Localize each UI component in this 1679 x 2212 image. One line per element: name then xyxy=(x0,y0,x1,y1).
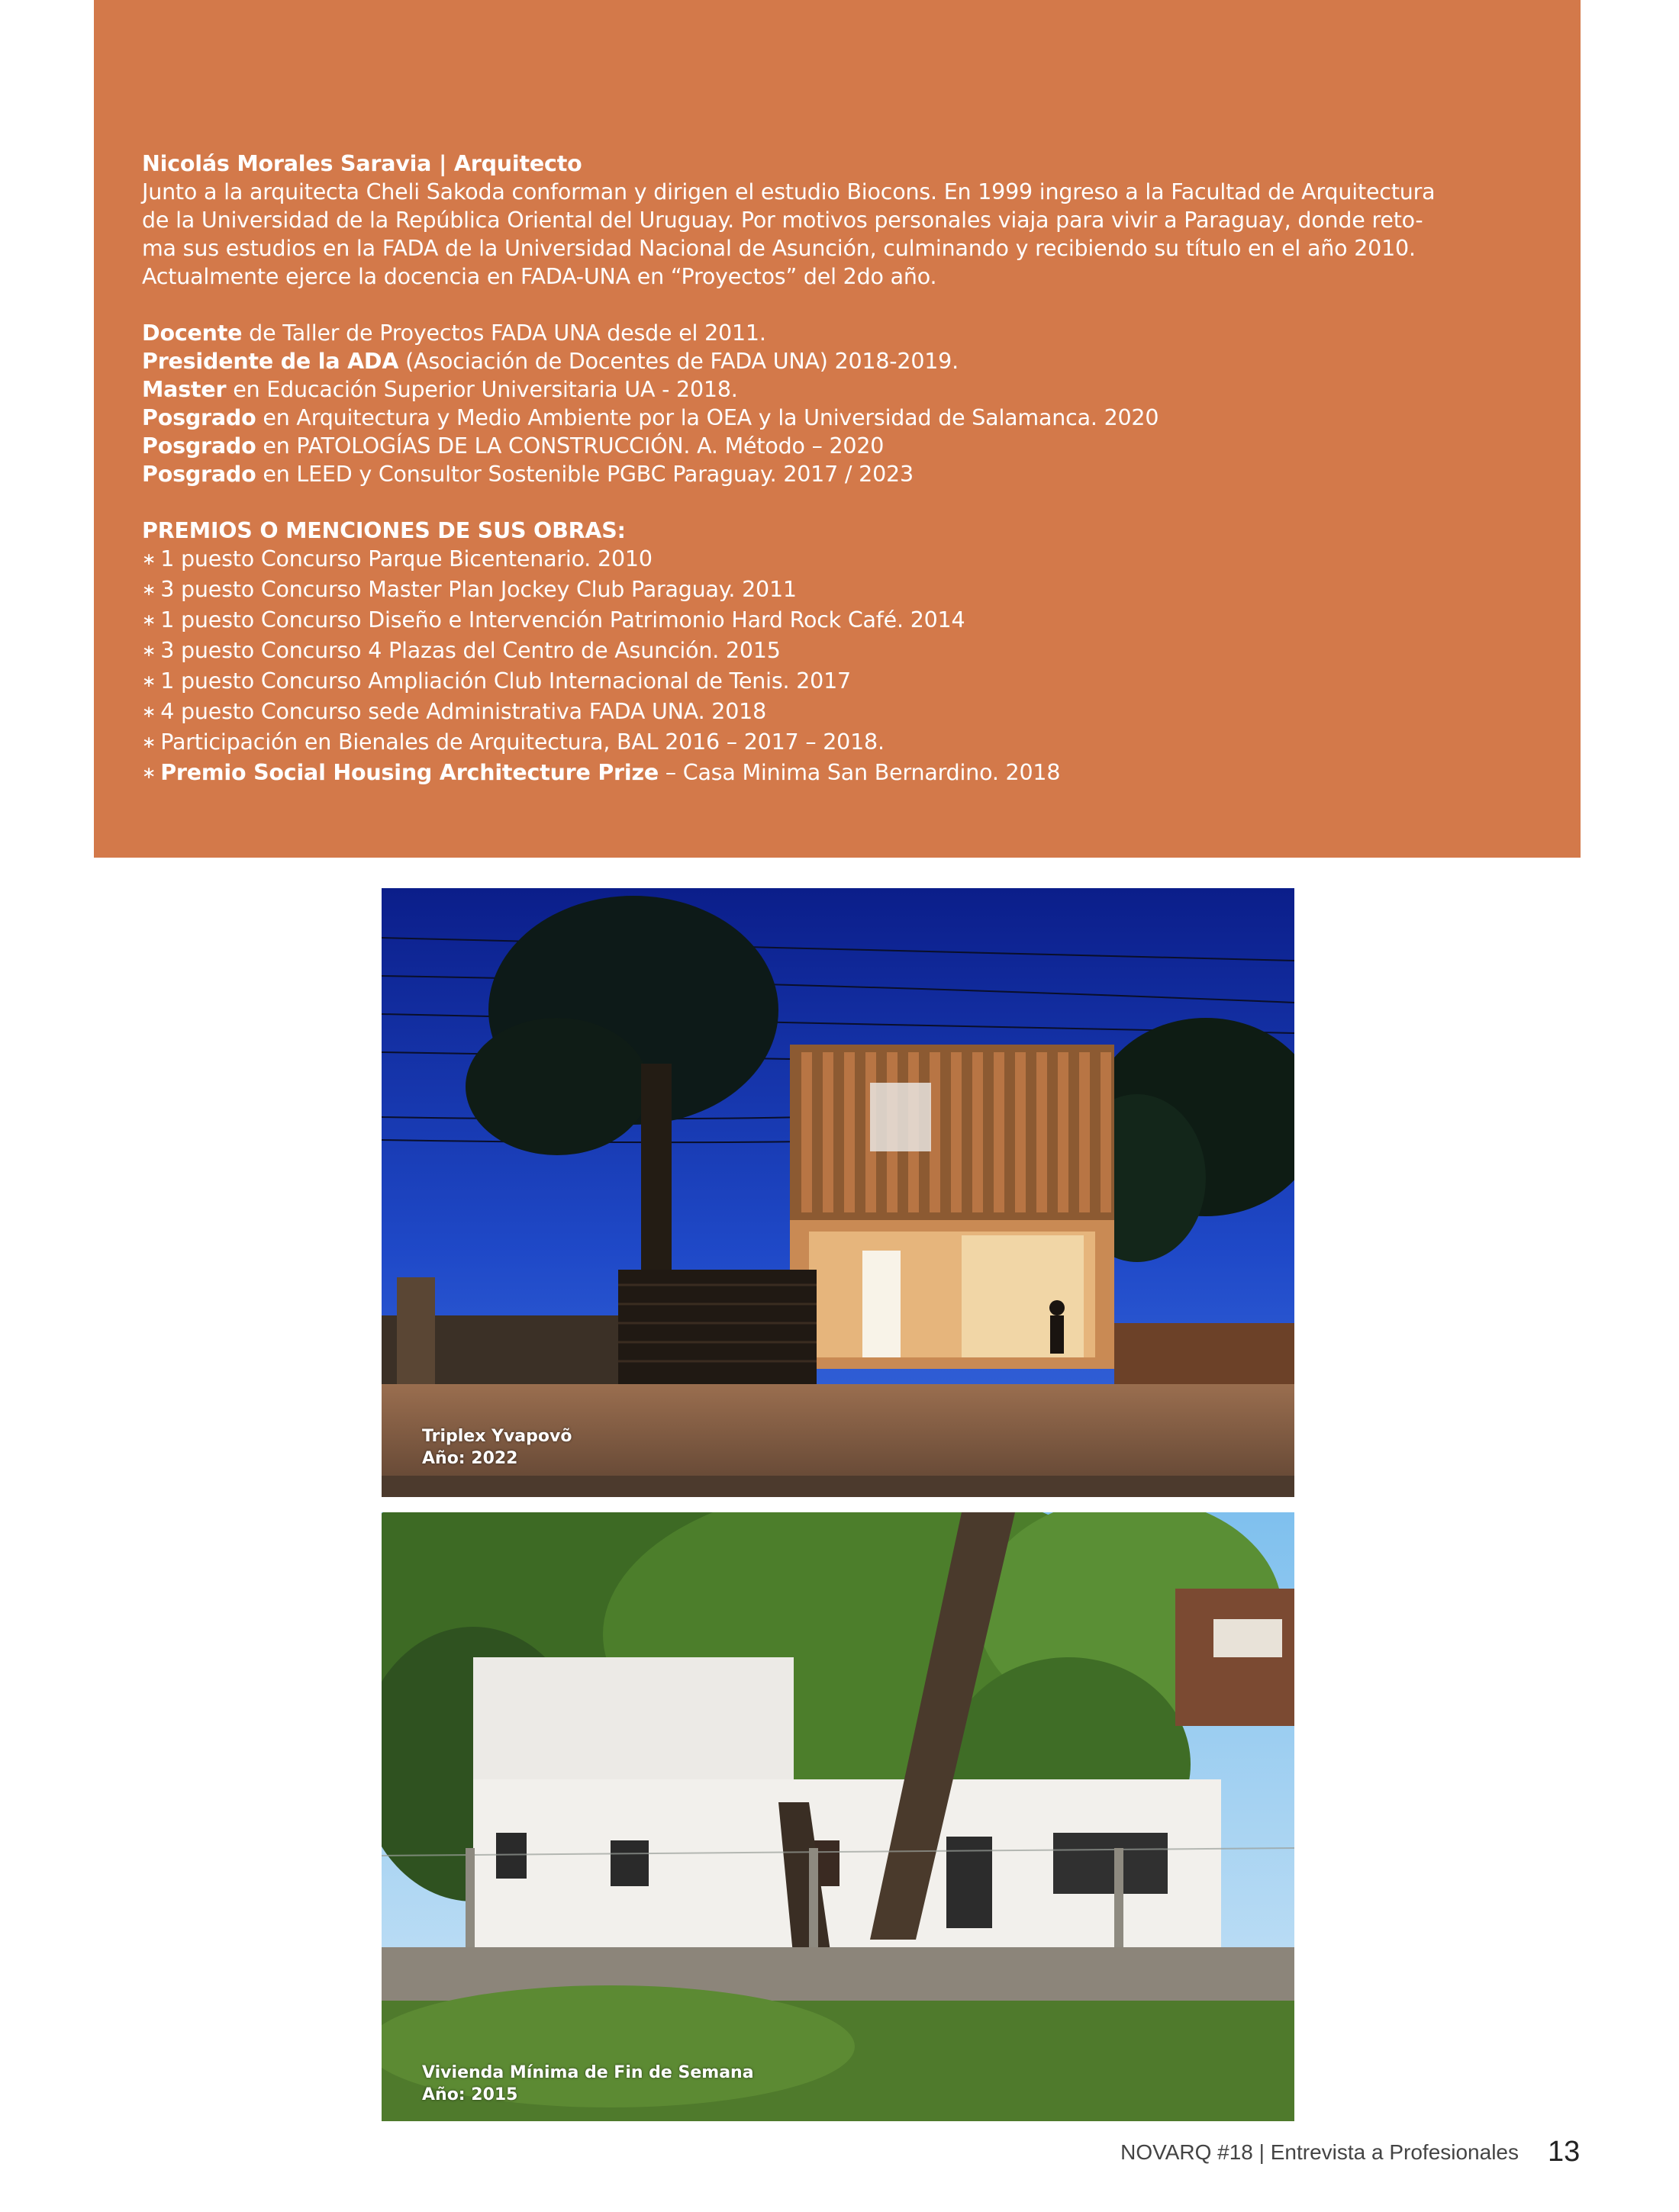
caption-title: Triplex Yvapovõ xyxy=(422,1427,572,1446)
photo-vivienda-minima xyxy=(382,1512,1294,2121)
caption-title: Vivienda Mínima de Fin de Semana xyxy=(422,2063,754,2082)
white-house-illustration xyxy=(382,1512,1294,2121)
asterisk-icon: ∗ xyxy=(142,611,156,630)
credential-item: Posgrado en PATOLOGÍAS DE LA CONSTRUCCIÓN. A. Método – 2020 xyxy=(142,433,885,459)
credential-item: Posgrado en Arquitectura y Medio Ambiente por la OEA y la Universidad de Salamanca. 2020 xyxy=(142,405,1159,430)
asterisk-icon: ∗ xyxy=(142,733,156,752)
house-night-illustration xyxy=(382,888,1294,1497)
asterisk-icon: ∗ xyxy=(142,581,156,600)
page-number: 13 xyxy=(1548,2136,1581,2168)
bio-line: Junto a la arquitecta Cheli Sakoda conforman y dirigen el estudio Biocons. En 1999 ingreso a la Facultad de Arquitectura xyxy=(142,179,1436,204)
bio-line: de la Universidad de la República Oriental del Uruguay. Por motivos personales viaja para vivir a Paraguay, donde reto- xyxy=(142,208,1423,233)
award-item: ∗ 4 puesto Concurso sede Administrativa FADA UNA. 2018 xyxy=(142,699,767,724)
photo-caption xyxy=(422,2062,754,2106)
asterisk-icon: ∗ xyxy=(142,642,156,661)
asterisk-icon: ∗ xyxy=(142,672,156,691)
award-item: ∗ Premio Social Housing Architecture Prize – Casa Minima San Bernardino. 2018 xyxy=(142,760,1061,785)
footer-publication: NOVARQ #18 | Entrevista a Profesionales xyxy=(1120,2140,1519,2164)
credential-item: Posgrado en LEED y Consultor Sostenible PGBC Paraguay. 2017 / 2023 xyxy=(142,462,914,487)
bio-line: ma sus estudios en la FADA de la Universidad Nacional de Asunción, culminando y recibiendo su título en el año 2010. xyxy=(142,236,1416,261)
bio-line: Actualmente ejerce la docencia en FADA-UNA en “Proyectos” del 2do año. xyxy=(142,264,937,289)
architect-name: Nicolás Morales Saravia | Arquitecto xyxy=(142,151,582,176)
credential-item: Docente de Taller de Proyectos FADA UNA desde el 2011. xyxy=(142,320,766,346)
award-item: ∗ 3 puesto Concurso Master Plan Jockey Club Paraguay. 2011 xyxy=(142,577,797,602)
award-item: ∗ 1 puesto Concurso Diseño e Intervención Patrimonio Hard Rock Café. 2014 xyxy=(142,607,965,633)
caption-year: Año: 2015 xyxy=(422,2085,518,2104)
awards-heading: PREMIOS O MENCIONES DE SUS OBRAS: xyxy=(142,518,626,543)
credential-item: Master en Educación Superior Universitaria UA - 2018. xyxy=(142,377,738,402)
award-item: ∗ 1 puesto Concurso Ampliación Club Internacional de Tenis. 2017 xyxy=(142,668,851,694)
credential-item: Presidente de la ADA (Asociación de Docentes de FADA UNA) 2018-2019. xyxy=(142,349,959,374)
photo-triplex xyxy=(382,888,1294,1497)
caption-year: Año: 2022 xyxy=(422,1449,518,1468)
asterisk-icon: ∗ xyxy=(142,550,156,569)
photo-caption xyxy=(422,1425,572,1470)
bio-text xyxy=(142,150,1546,789)
asterisk-icon: ∗ xyxy=(142,764,156,783)
award-item: ∗ Participación en Bienales de Arquitectura, BAL 2016 – 2017 – 2018. xyxy=(142,729,885,755)
asterisk-icon: ∗ xyxy=(142,703,156,722)
award-item: ∗ 1 puesto Concurso Parque Bicentenario. 2010 xyxy=(142,546,653,572)
bio-panel xyxy=(94,0,1581,858)
award-item: ∗ 3 puesto Concurso 4 Plazas del Centro de Asunción. 2015 xyxy=(142,638,781,663)
